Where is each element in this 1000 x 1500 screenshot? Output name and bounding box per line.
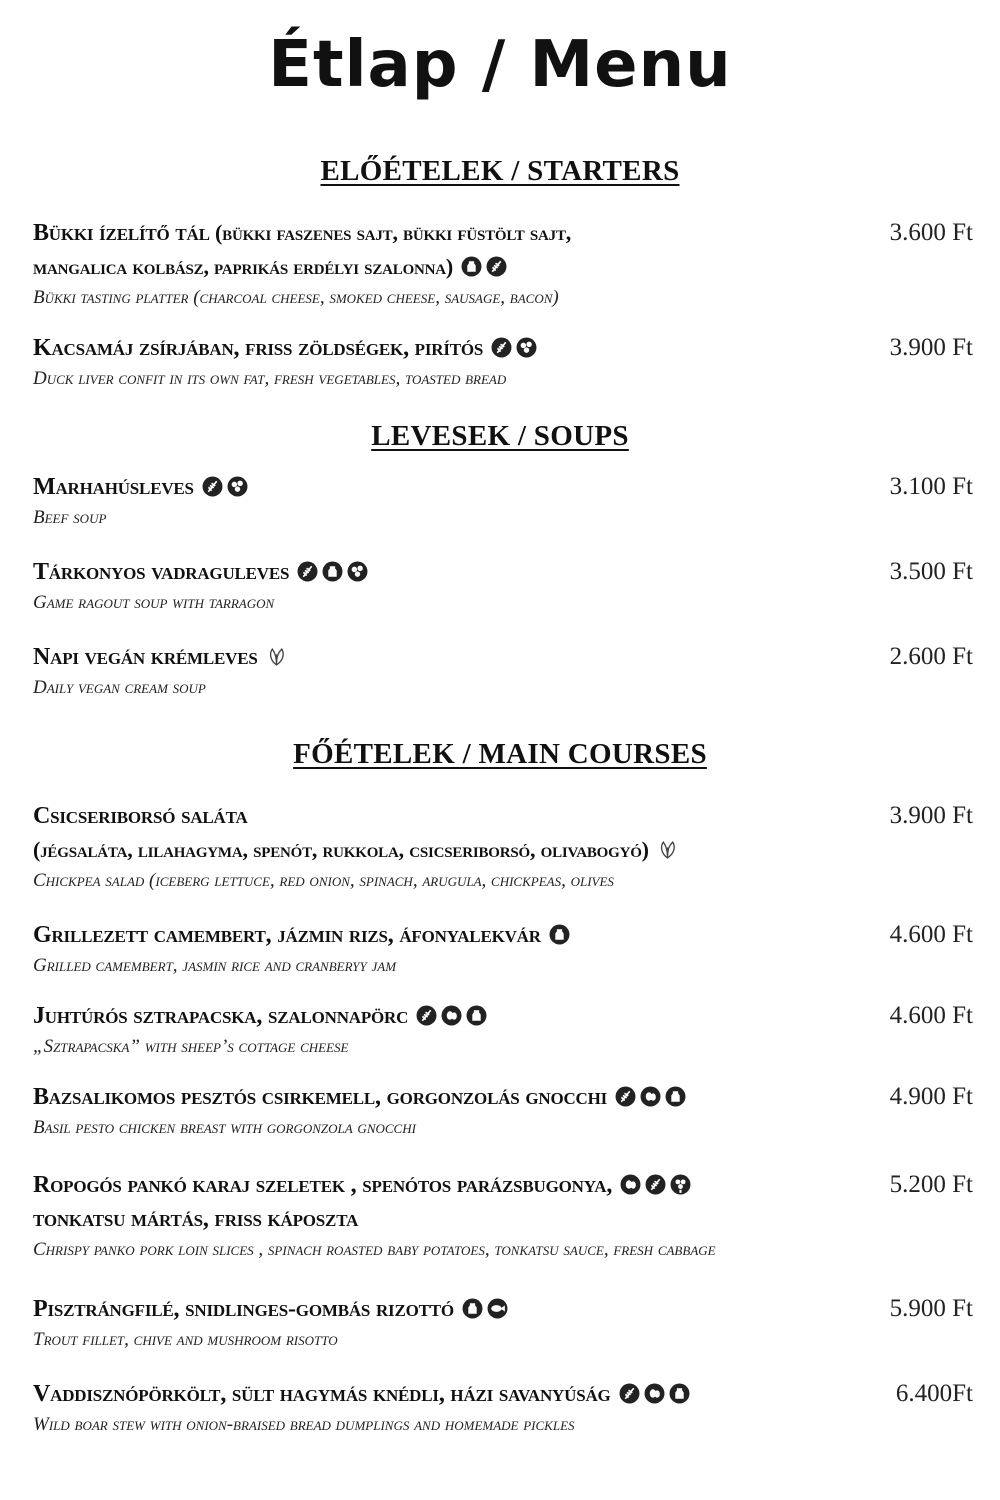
fish-allergen-icon bbox=[487, 1298, 508, 1319]
allergen-icons bbox=[619, 1383, 690, 1404]
menu-item bbox=[33, 918, 973, 980]
egg-allergen-icon bbox=[644, 1383, 665, 1404]
celery-allergen-icon bbox=[227, 476, 248, 497]
menu-item bbox=[33, 799, 973, 895]
section-mains-heading: FŐÉTELEK / MAIN COURSES bbox=[293, 738, 707, 770]
item-price: 3.500 Ft bbox=[889, 558, 973, 585]
item-english: Beef soup bbox=[33, 507, 107, 528]
vegan-icon bbox=[657, 839, 678, 860]
item-english: Duck liver confit in its own fat, fresh vegetables, toasted bread bbox=[33, 368, 507, 389]
soy-allergen-icon bbox=[670, 1174, 691, 1195]
celery-allergen-icon bbox=[516, 337, 537, 358]
item-price: 4.600 Ft bbox=[889, 1002, 973, 1029]
milk-allergen-icon bbox=[466, 1005, 487, 1026]
allergen-icons bbox=[202, 476, 248, 497]
item-english: Basil pesto chicken breast with gorgonzola gnocchi bbox=[33, 1117, 416, 1138]
gluten-allergen-icon bbox=[491, 337, 512, 358]
milk-allergen-icon bbox=[549, 924, 570, 945]
item-price: 2.600 Ft bbox=[889, 643, 973, 670]
allergen-icons bbox=[416, 1005, 487, 1026]
gluten-allergen-icon bbox=[297, 561, 318, 582]
gluten-allergen-icon bbox=[615, 1086, 636, 1107]
item-name: Napi vegán krémleves bbox=[33, 640, 873, 674]
menu-item bbox=[33, 640, 973, 702]
milk-allergen-icon bbox=[665, 1086, 686, 1107]
item-english: Daily vegan cream soup bbox=[33, 677, 206, 698]
page-title: Étlap / Menu bbox=[268, 28, 732, 102]
milk-allergen-icon bbox=[322, 561, 343, 582]
item-price: 4.900 Ft bbox=[889, 1083, 973, 1110]
egg-allergen-icon bbox=[441, 1005, 462, 1026]
egg-allergen-icon bbox=[620, 1174, 641, 1195]
menu-item bbox=[33, 331, 973, 393]
allergen-icons bbox=[549, 924, 570, 945]
gluten-allergen-icon bbox=[202, 476, 223, 497]
item-name: Vaddisznópörkölt, sült hagymás knédli, házi savanyúság bbox=[33, 1377, 873, 1411]
menu-item bbox=[33, 1292, 973, 1354]
item-english: Game ragout soup with tarragon bbox=[33, 592, 275, 613]
allergen-icons bbox=[266, 646, 287, 667]
milk-allergen-icon bbox=[461, 256, 482, 277]
menu-item bbox=[33, 999, 973, 1061]
allergen-icons bbox=[657, 839, 678, 860]
item-price: 5.900 Ft bbox=[889, 1295, 973, 1322]
item-name: Pisztrángfilé, snidlinges-gombás rizottó bbox=[33, 1292, 873, 1326]
item-price: 6.400Ft bbox=[895, 1380, 973, 1407]
item-name: Marhahúsleves bbox=[33, 470, 873, 504]
celery-allergen-icon bbox=[347, 561, 368, 582]
milk-allergen-icon bbox=[462, 1298, 483, 1319]
item-name-cont: mangalica kolbász, paprikás erdélyi szalonna) bbox=[33, 250, 873, 284]
item-name: Bazsalikomos pesztós csirkemell, gorgonzolás gnocchi bbox=[33, 1080, 873, 1114]
item-name-cont: (jégsaláta, lilahagyma, spenót, rukkola, csicseriborsó, olivabogyó) bbox=[33, 833, 873, 867]
item-price: 3.900 Ft bbox=[889, 334, 973, 361]
allergen-icons bbox=[462, 1298, 508, 1319]
item-price: 3.900 Ft bbox=[889, 802, 973, 829]
menu-item bbox=[33, 555, 973, 617]
allergen-icons bbox=[491, 337, 537, 358]
item-name: Grillezett camembert, jázmin rizs, áfonyalekvár bbox=[33, 918, 873, 952]
allergen-icons bbox=[620, 1174, 691, 1195]
menu-item bbox=[33, 216, 973, 312]
vegan-icon bbox=[266, 646, 287, 667]
section-starters-heading: ELŐÉTELEK / STARTERS bbox=[320, 155, 680, 187]
gluten-allergen-icon bbox=[645, 1174, 666, 1195]
item-english: Grilled camembert, jasmin rice and cranberyy jam bbox=[33, 955, 397, 976]
menu-item bbox=[33, 470, 973, 532]
item-price: 5.200 Ft bbox=[889, 1171, 973, 1198]
menu-item bbox=[33, 1377, 973, 1439]
item-name: Ropogós pankó karaj szeletek , spenótos parázsbugonya, bbox=[33, 1168, 873, 1202]
item-price: 4.600 Ft bbox=[889, 921, 973, 948]
item-english: Chickpea salad (iceberg lettuce, red onion, spinach, arugula, chickpeas, olives bbox=[33, 870, 614, 891]
item-english: Chrispy panko pork loin slices , spinach roasted baby potatoes, tonkatsu sauce, fresh cabbage bbox=[33, 1239, 716, 1260]
egg-allergen-icon bbox=[640, 1086, 661, 1107]
allergen-icons bbox=[615, 1086, 686, 1107]
section-soups-heading: LEVESEK / SOUPS bbox=[371, 420, 629, 452]
item-name: Tárkonyos vadraguleves bbox=[33, 555, 873, 589]
item-english: „Sztrapacska” with sheep’s cottage cheese bbox=[33, 1036, 349, 1057]
allergen-icons bbox=[297, 561, 368, 582]
item-english: Wild boar stew with onion-braised bread dumplings and homemade pickles bbox=[33, 1414, 575, 1435]
menu-item bbox=[33, 1168, 973, 1264]
item-english: Trout fillet, chive and mushroom risotto bbox=[33, 1329, 338, 1350]
item-price: 3.100 Ft bbox=[889, 473, 973, 500]
menu-item bbox=[33, 1080, 973, 1142]
gluten-allergen-icon bbox=[619, 1383, 640, 1404]
milk-allergen-icon bbox=[669, 1383, 690, 1404]
item-name: Juhtúrós sztrapacska, szalonnapörc bbox=[33, 999, 873, 1033]
item-name: Csicseriborsó saláta bbox=[33, 803, 248, 829]
item-name: Bükki ízelítő tál (bükki faszenes sajt, bükki füstölt sajt, bbox=[33, 220, 572, 246]
gluten-allergen-icon bbox=[486, 256, 507, 277]
item-price: 3.600 Ft bbox=[889, 219, 973, 246]
allergen-icons bbox=[461, 256, 507, 277]
item-name-cont: tonkatsu mártás, friss káposzta bbox=[33, 1206, 359, 1232]
item-english: Bükki tasting platter (charcoal cheese, smoked cheese, sausage, bacon) bbox=[33, 287, 559, 308]
item-name: Kacsamáj zsírjában, friss zöldségek, pirítós bbox=[33, 331, 873, 365]
gluten-allergen-icon bbox=[416, 1005, 437, 1026]
